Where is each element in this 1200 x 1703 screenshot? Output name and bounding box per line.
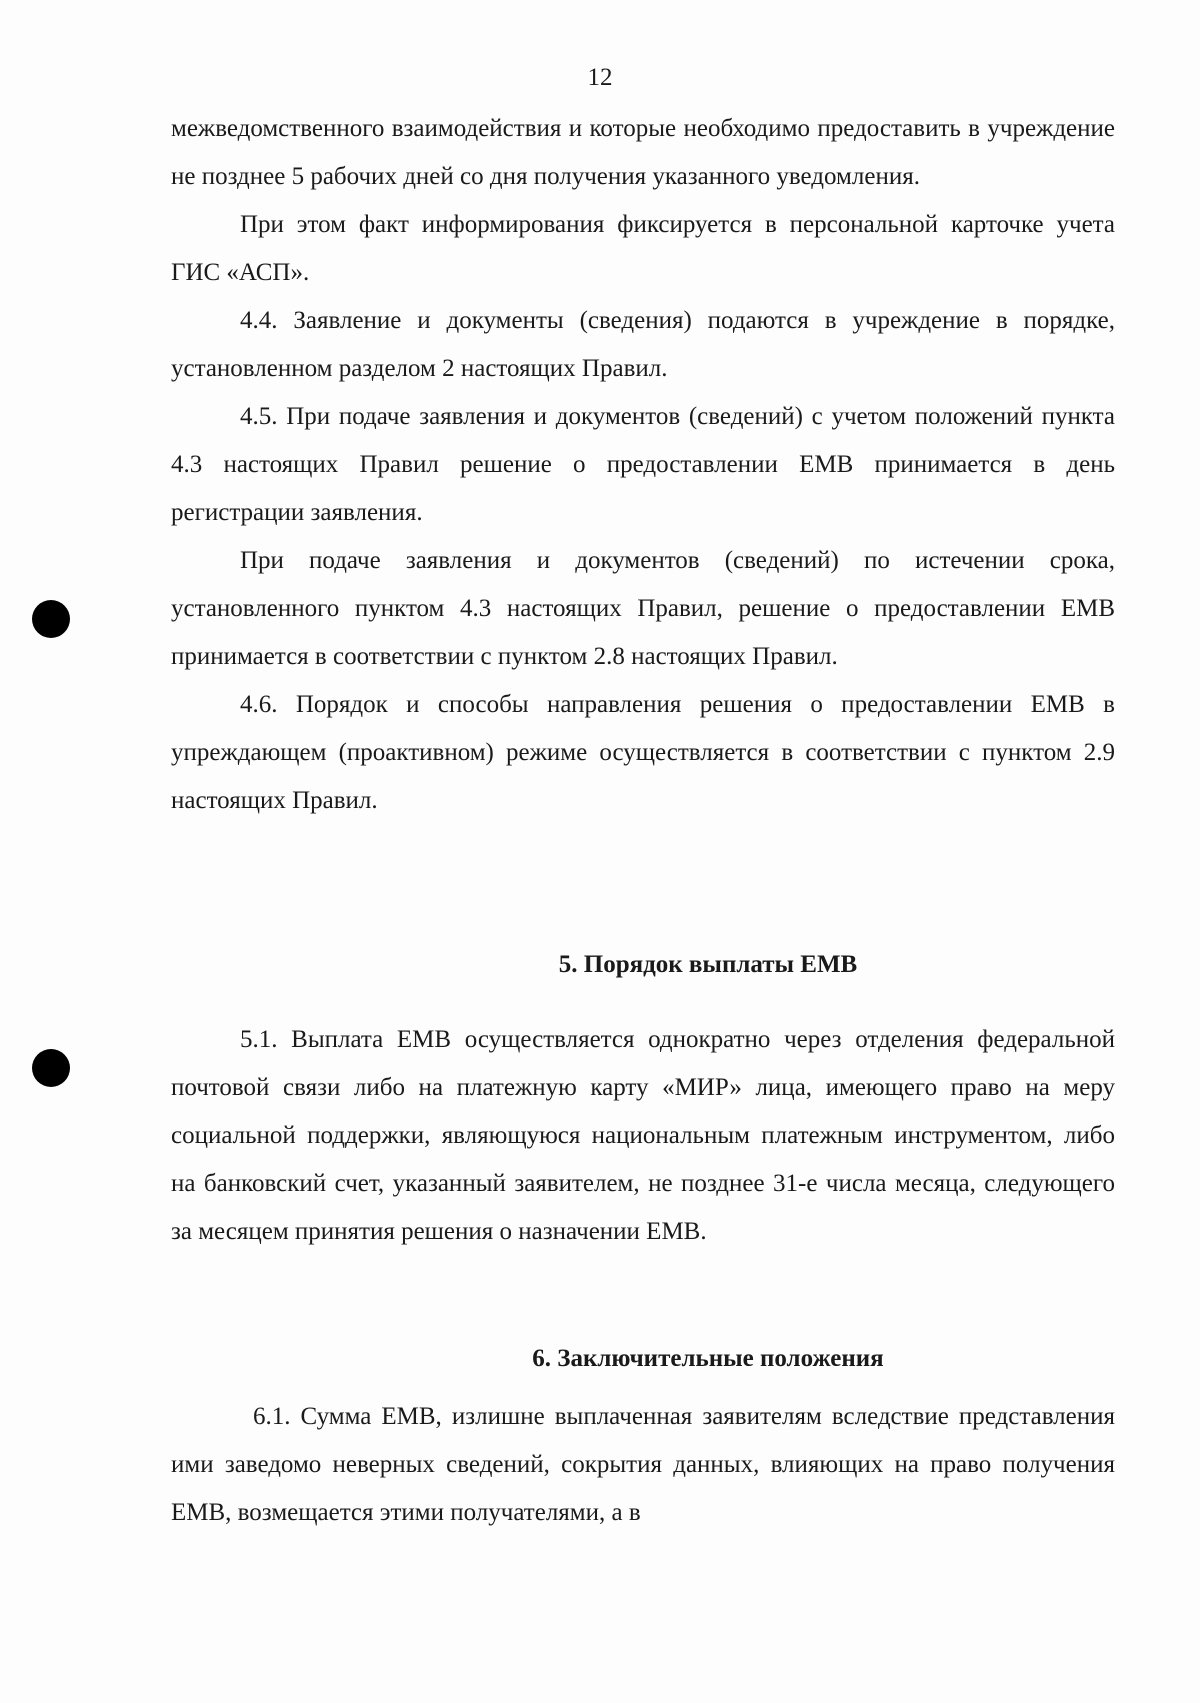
section-heading-5: 5. Порядок выплаты ЕМВ — [558, 951, 858, 978]
punch-hole — [32, 1049, 70, 1087]
paragraph: межведомственного взаимодействия и которые необходимо предоставить в учреждение не позднее 5 рабочих дней со дня получения указанного уведомления. — [171, 115, 1115, 190]
body-text-block — [171, 1016, 1115, 1256]
paragraph: При подаче заявления и документов (сведений) по истечении срока, установленного пунктом 4.3 настоящих Правил, решение о предоставлении ЕМВ принимается в соответствии с пунктом 2.8 настоящих Правил. — [171, 547, 1115, 670]
paragraph: При этом факт информирования фиксируется в персональной карточке учета ГИС «АСП». — [171, 211, 1115, 286]
paragraph-4-5: 4.5. При подаче заявления и документов (сведений) с учетом положений пункта 4.3 настоящих Правил решение о предоставлении ЕМВ принимается в день регистрации заявления. — [171, 403, 1115, 526]
paragraph-6-1: 6.1. Сумма ЕМВ, излишне выплаченная заявителям вследствие представления ими заведомо неверных сведений, сокрытия данных, влияющих на право получения ЕМВ, возмещается этими получателями, а в — [171, 1403, 1115, 1526]
page-number: 12 — [587, 64, 613, 91]
punch-hole — [32, 600, 70, 638]
paragraph-4-4: 4.4. Заявление и документы (сведения) подаются в учреждение в порядке, установленном разделом 2 настоящих Правил. — [171, 307, 1115, 382]
body-text-block — [171, 1393, 1115, 1537]
body-text-block — [171, 105, 1115, 825]
section-heading-6: 6. Заключительные положения — [532, 1345, 884, 1372]
paragraph-5-1: 5.1. Выплата ЕМВ осуществляется однократно через отделения федеральной почтовой связи либо на платежную карту «МИР» лица, имеющего право на меру социальной поддержки, являющуюся национальным платежным инструментом, либо на банковский счет, указанный заявителем, не позднее 31-е числа месяца, следующего за месяцем принятия решения о назначении ЕМВ. — [171, 1026, 1115, 1245]
paragraph-4-6: 4.6. Порядок и способы направления решения о предоставлении ЕМВ в упреждающем (проактивном) режиме осуществляется в соответствии с пунктом 2.9 настоящих Правил. — [171, 691, 1115, 814]
